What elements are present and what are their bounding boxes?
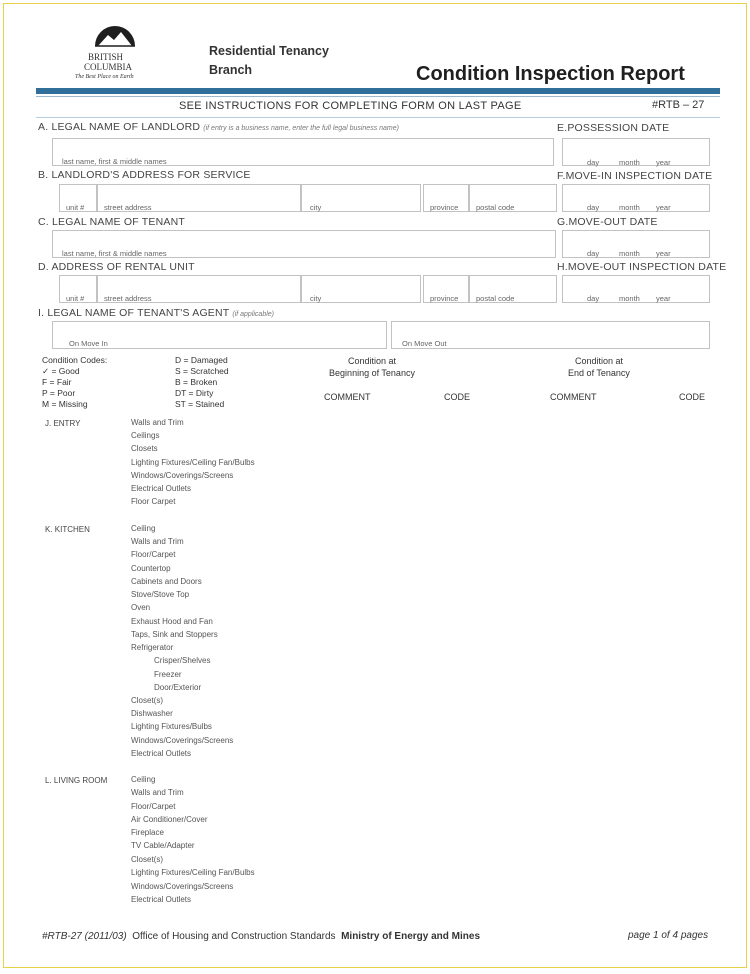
list-item: Walls and Trim [131,418,184,427]
list-item: Closet(s) [131,855,164,864]
date-month-label: month [619,294,640,303]
form-number: #RTB – 27 [652,99,705,111]
date-year-label: year [656,249,671,258]
tenant-name-hint: last name, first & middle names [62,249,167,258]
date-year-label: year [656,158,671,167]
begin-code-header: CODE [444,392,471,402]
logo-tagline: The Best Place on Earth [75,74,134,80]
list-item: Walls and Trim [131,537,184,546]
date-day-label: day [587,203,600,212]
begin-header-1: Condition at [347,356,397,366]
tenant-name-field[interactable] [52,230,556,258]
date-day-label: day [587,294,600,303]
province-label: province [430,203,459,212]
list-item: Crisper/Shelves [154,656,211,665]
header-rule [36,88,720,94]
unit-label: unit # [66,294,85,303]
list-item: Electrical Outlets [131,895,192,904]
list-item: Floor/Carpet [131,802,176,811]
code-scratched: S = Scratched [175,366,229,376]
date-month-label: month [619,203,640,212]
landlord-province-field[interactable] [423,184,469,212]
code-missing: M = Missing [42,399,88,409]
page-number: page 1 of 4 pages [628,930,709,941]
section-a-label: A. LEGAL NAME OF LANDLORD [38,121,201,133]
section-a-title [38,121,399,133]
list-item: Lighting Fixtures/Ceiling Fan/Bulbs [131,458,255,467]
bc-logo [70,18,160,88]
landlord-name-field[interactable] [52,138,554,166]
landlord-street-field[interactable] [97,184,301,212]
list-item: Fireplace [131,828,164,837]
section-h-title: H.MOVE-OUT INSPECTION DATE [557,261,727,273]
list-item: Refrigerator [131,643,174,652]
list-item: TV Cable/Adapter [131,841,195,850]
list-item: Closet(s) [131,696,164,705]
end-header-2: End of Tenancy [568,368,630,378]
begin-header-2: Beginning of Tenancy [329,368,415,378]
footer-form-ref: #RTB-27 (2011/03) [42,931,127,942]
list-item: Lighting Fixtures/Bulbs [131,722,212,731]
list-item: Freezer [154,670,182,679]
section-g-title: G.MOVE-OUT DATE [557,216,658,228]
list-item: Dishwasher [131,709,173,718]
unit-label: unit # [66,203,85,212]
list-item: Floor Carpet [131,497,176,506]
section-d-title: D. ADDRESS OF RENTAL UNIT [38,261,195,273]
list-item: Windows/Coverings/Screens [131,471,234,480]
date-day-label: day [587,249,600,258]
section-i-label: I. LEGAL NAME OF TENANT'S AGENT [38,307,230,319]
footer-ministry: Ministry of Energy and Mines [341,931,481,942]
instructions-note: SEE INSTRUCTIONS FOR COMPLETING FORM ON LAST PAGE [179,100,522,112]
street-label: street address [104,203,152,212]
list-item: Lighting Fixtures/Ceiling Fan/Bulbs [131,868,255,877]
province-label: province [430,294,459,303]
rental-province-field[interactable] [423,275,469,303]
section-e-title: E.POSSESSION DATE [557,122,670,134]
list-item: Windows/Coverings/Screens [131,736,234,745]
section-f-title: F.MOVE-IN INSPECTION DATE [557,170,713,182]
landlord-unit-field[interactable] [59,184,97,212]
header-rule-thin [36,96,720,97]
list-item: Cabinets and Doors [131,577,202,586]
list-item: Exhaust Hood and Fan [131,617,213,626]
possession-date-field[interactable] [562,138,710,166]
begin-comment-header: COMMENT [324,392,371,402]
rental-unit-field[interactable] [59,275,97,303]
section-a-note: (if entry is a business name, enter the full legal business name) [203,125,399,132]
postal-label: postal code [476,294,515,303]
list-item: Electrical Outlets [131,484,192,493]
agent-move-in-label: On Move In [69,339,108,348]
section-c-title: C. LEGAL NAME OF TENANT [38,216,185,228]
list-item: Ceiling [131,775,156,784]
section-i-title [38,307,274,319]
room-living-title: L. LIVING ROOM [45,776,108,785]
sun-mountain-icon [90,20,140,50]
move-out-inspection-date-field[interactable] [562,275,710,303]
rental-city-field[interactable] [301,275,421,303]
form-page [3,3,747,968]
agent-move-out-field[interactable] [391,321,710,349]
list-item: Walls and Trim [131,788,184,797]
date-day-label: day [587,158,600,167]
code-good: ✓ = Good [42,366,80,376]
city-label: city [310,203,322,212]
room-entry-title: J. ENTRY [45,419,81,428]
list-item: Door/Exterior [154,683,202,692]
landlord-postal-field[interactable] [469,184,557,212]
postal-label: postal code [476,203,515,212]
date-year-label: year [656,203,671,212]
rental-postal-field[interactable] [469,275,557,303]
footer-office: Office of Housing and Construction Standards [132,931,336,942]
code-stained: ST = Stained [175,399,225,409]
end-header-1: Condition at [574,356,624,366]
city-label: city [310,294,322,303]
list-item: Floor/Carpet [131,550,176,559]
rental-street-field[interactable] [97,275,301,303]
list-item: Countertop [131,564,171,573]
list-item: Stove/Stove Top [131,590,190,599]
branch-name-line2: Branch [209,63,253,77]
agent-move-out-label: On Move Out [402,339,447,348]
code-poor: P = Poor [42,388,76,398]
move-out-date-field[interactable] [562,230,710,258]
landlord-city-field[interactable] [301,184,421,212]
footer-text [42,931,480,942]
list-item: Closets [131,444,158,453]
section-i-note: (if applicable) [232,311,274,318]
logo-line-1: BRITISH [88,52,124,62]
list-item: Windows/Coverings/Screens [131,882,234,891]
condition-codes-title: Condition Codes: [42,355,108,365]
list-item: Electrical Outlets [131,749,192,758]
code-dirty: DT = Dirty [175,388,214,398]
logo-line-2: COLUMBIA [84,62,133,72]
list-item: Ceilings [131,431,160,440]
date-month-label: month [619,158,640,167]
list-item: Ceiling [131,524,156,533]
list-item: Oven [131,603,151,612]
date-year-label: year [656,294,671,303]
agent-move-in-field[interactable] [52,321,387,349]
end-code-header: CODE [679,392,706,402]
branch-name-line1: Residential Tenancy [209,44,329,58]
code-broken: B = Broken [175,377,218,387]
room-kitchen-title: K. KITCHEN [45,525,90,534]
page-title: Condition Inspection Report [416,63,685,85]
list-item: Taps, Sink and Stoppers [131,630,218,639]
code-fair: F = Fair [42,377,72,387]
code-damaged: D = Damaged [175,355,228,365]
street-label: street address [104,294,152,303]
landlord-name-hint: last name, first & middle names [62,157,167,166]
end-comment-header: COMMENT [550,392,597,402]
section-b-title: B. LANDLORD'S ADDRESS FOR SERVICE [38,169,251,181]
date-month-label: month [619,249,640,258]
instructions-rule [36,117,720,118]
move-in-inspection-date-field[interactable] [562,184,710,212]
list-item: Air Conditioner/Cover [131,815,208,824]
